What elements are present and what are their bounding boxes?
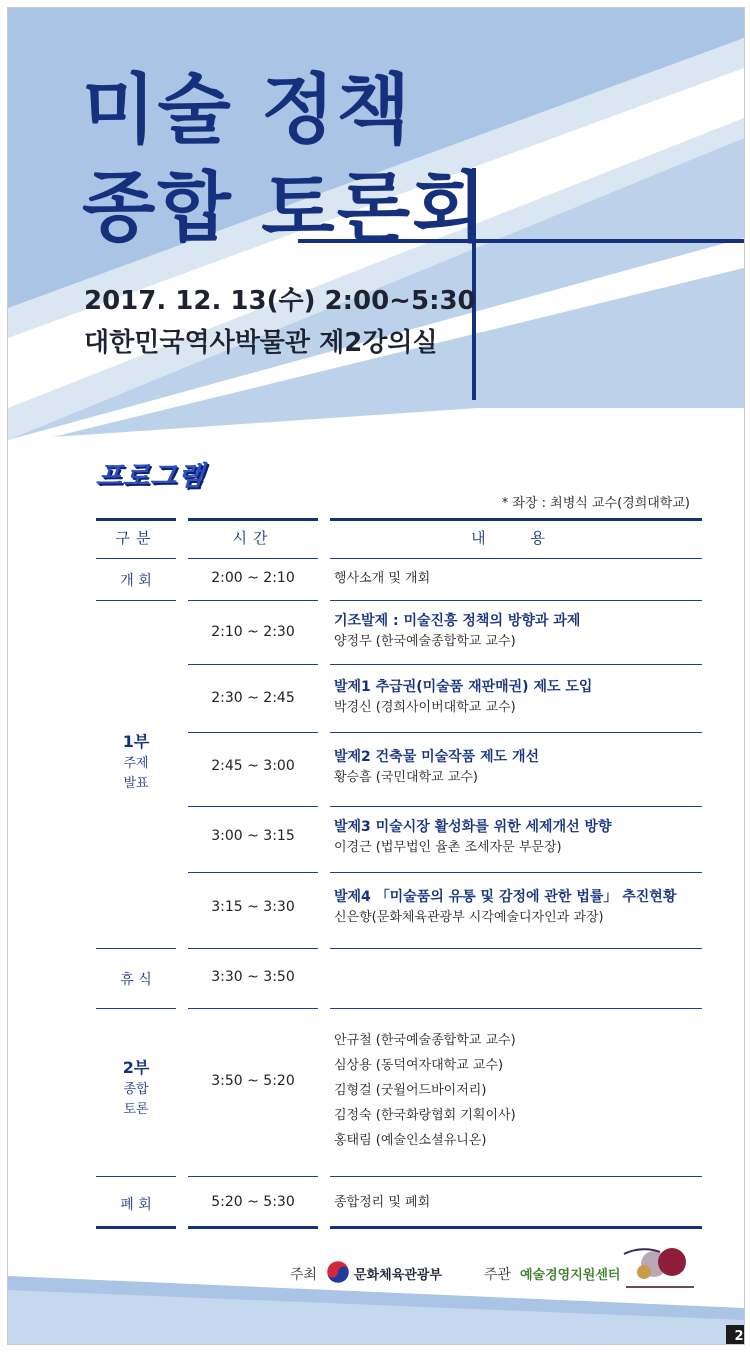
rule-s5-c2: [188, 948, 318, 949]
rule-head-c1: [96, 558, 176, 559]
header-content: 내 용: [471, 529, 565, 547]
rule-s1-c2: [188, 664, 318, 665]
session2-time: 2:30 ~ 2:45: [211, 690, 295, 706]
session3-time: 2:45 ~ 3:00: [211, 758, 295, 774]
rule-s2-c2: [188, 732, 318, 733]
organizer-org: 예술경영지원센터: [520, 1268, 621, 1283]
session4-time: 3:00 ~ 3:15: [211, 828, 295, 844]
rule-s2-c3: [330, 732, 702, 733]
rule-opening-c1: [96, 600, 176, 601]
rule-s4-c2: [188, 872, 318, 873]
part2-num: 2부: [122, 1058, 150, 1077]
rule-break-c2: [188, 1008, 318, 1009]
rule-s4-c3: [330, 872, 702, 873]
rule-top-c1: [96, 518, 176, 521]
rule-s5-c3: [330, 948, 702, 949]
panelist-list: [334, 1028, 714, 1153]
panelist-5: 홍태림 (예술인소셜유니온): [334, 1133, 487, 1148]
header-time: 시간: [232, 529, 274, 547]
rule-part2-c2: [188, 1176, 318, 1177]
session1-time: 2:10 ~ 2:30: [211, 624, 295, 640]
session2-title: 발제1 추급권(미술품 재판매권) 제도 도입: [334, 679, 593, 695]
rule-s3-c2: [188, 806, 318, 807]
session4: [334, 816, 714, 858]
panelist-2: 심상용 (동덕여자대학교 교수): [334, 1058, 504, 1073]
session5-title: 발제4 「미술품의 유통 및 감정에 관한 법률」 추진현황: [334, 889, 677, 905]
session1: [334, 610, 714, 652]
rule-opening-c3: [330, 600, 702, 601]
part1-num: 1부: [122, 732, 150, 751]
rule-top-c2: [188, 518, 318, 521]
part1-label: [96, 730, 176, 794]
header-category: 구분: [115, 529, 157, 547]
rule-bottom-c3: [330, 1226, 702, 1229]
session1-title: 기조발제 : 미술진흥 정책의 방향과 과제: [334, 613, 581, 629]
session3-title: 발제2 건축물 미술작품 제도 개선: [334, 749, 540, 765]
host-org: 문화체육관광부: [354, 1268, 442, 1283]
ministry-emblem-icon: [326, 1260, 350, 1284]
rule-part2-c1: [96, 1176, 176, 1177]
part2-line2: 토론: [123, 1102, 149, 1117]
opening-time: 2:00 ~ 2:10: [211, 570, 295, 586]
rule-break-c1: [96, 1008, 176, 1009]
event-date: 2017. 12. 13(수) 2:00~5:30: [84, 286, 476, 316]
page-number: 2: [726, 1325, 745, 1345]
closing-category: 폐 회: [120, 1197, 152, 1213]
closing-time: 5:20 ~ 5:30: [211, 1194, 295, 1210]
research-center-logo-icon: [620, 1246, 700, 1296]
rule-bottom-c1: [96, 1226, 176, 1229]
session3-presenter: 황승흠 (국민대학교 교수): [334, 770, 478, 785]
host-label: 주최: [290, 1267, 318, 1283]
session2: [334, 676, 714, 718]
rule-break-c3: [330, 1008, 702, 1009]
part1-line1: 주제: [123, 756, 149, 771]
rule-opening-c2: [188, 600, 318, 601]
program-table: [96, 518, 702, 1230]
part2-label: [96, 1056, 176, 1120]
rule-s1-c3: [330, 664, 702, 665]
rule-head-c3: [330, 558, 702, 559]
session2-presenter: 박경신 (경희사이버대학교 교수): [334, 700, 516, 715]
session4-title: 발제3 미술시장 활성화를 위한 세제개선 방향: [334, 819, 612, 835]
panelist-1: 안규철 (한국예술종합학교 교수): [334, 1033, 516, 1048]
poster: [7, 7, 745, 1345]
panelist-3: 김형걸 (굿윌어드바이저리): [334, 1083, 487, 1098]
session5-presenter: 신은향(문화체육관광부 시각예술디자인과 과장): [334, 910, 604, 925]
panelist-4: 김정숙 (한국화랑협회 기획이사): [334, 1108, 516, 1123]
program-heading: 프로그램: [94, 461, 207, 492]
sponsors: [8, 1236, 744, 1306]
chair-note: * 좌장 : 최병식 교수(경희대학교): [501, 496, 690, 511]
session5-time: 3:15 ~ 3:30: [211, 899, 295, 915]
closing-text: 종합정리 및 폐회: [334, 1195, 431, 1210]
part2-time: 3:50 ~ 5:20: [211, 1073, 295, 1089]
break-time: 3:30 ~ 3:50: [211, 969, 295, 985]
part1-line2: 발표: [123, 776, 149, 791]
rule-head-c2: [188, 558, 318, 559]
rule-s3-c3: [330, 806, 702, 807]
event-venue: 대한민국역사박물관 제2강의실: [84, 328, 438, 358]
session4-presenter: 이경근 (법무법인 율촌 조세자문 부문장): [334, 840, 562, 855]
organizer-label: 주관: [484, 1267, 512, 1283]
title-line1: 미술 정책: [82, 65, 413, 154]
rule-part1-c1: [96, 948, 176, 949]
session5: [334, 886, 714, 928]
rule-part2-c3: [330, 1176, 702, 1177]
break-category: 휴 식: [120, 972, 152, 988]
opening-text: 행사소개 및 개회: [334, 571, 431, 586]
part2-line1: 종합: [123, 1082, 149, 1097]
rule-bottom-c2: [188, 1226, 318, 1229]
rule-top-c3: [330, 518, 702, 521]
opening-category: 개 회: [120, 573, 152, 589]
session3: [334, 746, 714, 788]
session1-presenter: 양정무 (한국예술종합학교 교수): [334, 634, 516, 649]
title-line2: 종합 토론회: [82, 163, 488, 252]
